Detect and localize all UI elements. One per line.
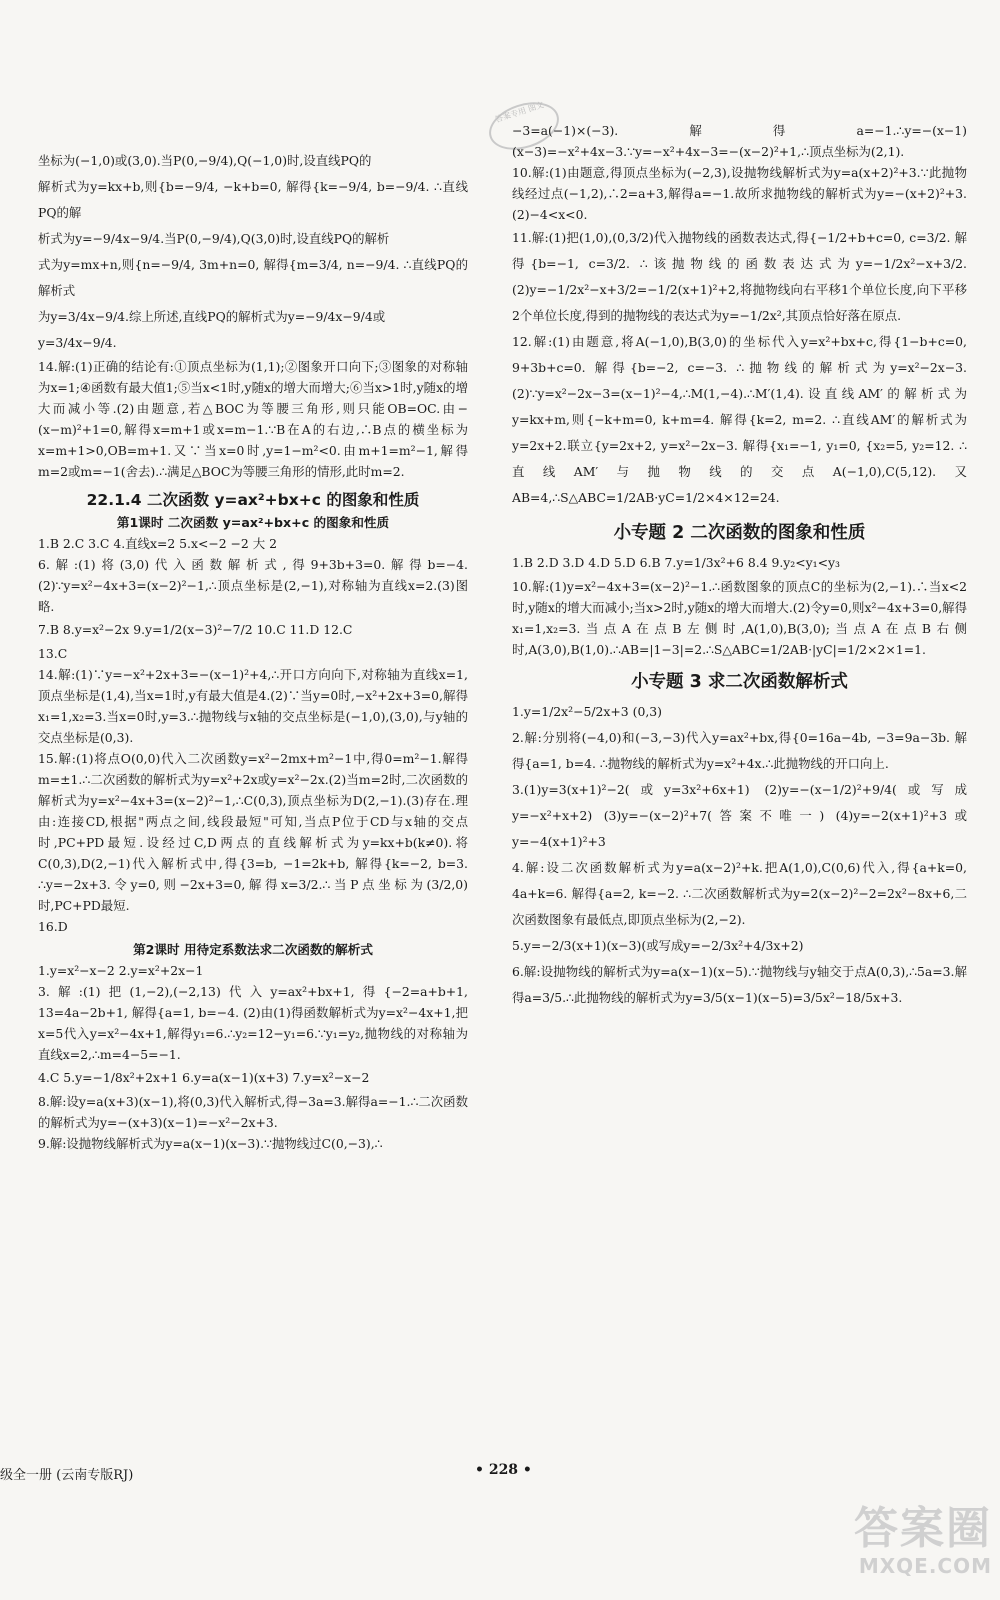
lesson2-title: 第2课时 用待定系数法求二次函数的解析式 [133, 942, 373, 957]
left2-text-3: 13.C [38, 646, 68, 661]
stamp-text: 答案专用 图文 [494, 100, 545, 125]
watermark-logo [802, 1504, 992, 1594]
left2-text-2: 7.B 8.y=x²−2x 9.y=1/2(x−3)²−7/2 10.C 11.D 12.C [38, 622, 353, 637]
watermark-bottom: MXQE.COM [858, 1554, 992, 1578]
left-text-0: 坐标为(−1,0)或(3,0).当P(0,−9/4),Q(−1,0)时,设直线PQ的 [38, 153, 372, 168]
left-text-6: 14.解:(1)正确的结论有:①顶点坐标为(1,1);②图象开口向下;③图象的对称轴为x=1;④函数有最大值1;⑤当x<1时,y随x的增大而增大;⑥当x>1时,y随x的增大而减小等.(2)由题意,若△BOC为等腰三角形,则只能OB=OC.由−(x−m)²+1=0,解得x=m+1或x=m−1.∵B在A的右边,∴B点的横坐标为x=m+1>0,OB=m+1.又∵当x=0时,y=1−m²<0.由m+1=m²−1,解得m=2或m=−1(舍去).∴满足△BOC为等腰三角形的情形,此时m=2. [38, 359, 468, 479]
left-text-5: y=3/4x−9/4. [38, 335, 117, 350]
right3-text-4: 5.y=−2/3(x+1)(x−3)(或写成y=−2/3x²+4/3x+2) [512, 938, 804, 953]
left2-text-1: 6.解:(1)将(3,0)代入函数解析式,得9+3b+3=0.解得b=−4.(2)∵y=x²−4x+3=(x−2)²−1,∴顶点坐标是(2,−1),对称轴为直线x=2.(3)图略. [38, 557, 468, 614]
footer-book-label: 级全一册 (云南专版RJ) [0, 1468, 134, 1483]
left2-text-0: 1.B 2.C 3.C 4.直线x=2 5.x<−2 −2 大 2 [38, 536, 277, 551]
right-text-2: 11.解:(1)把(1,0),(0,3/2)代入抛物线的函数表达式,得{−1/2+b+c=0, c=3/2. 解得{b=−1, c=3/2. ∴该抛物线的函数表达式为y=−1/2x²−x+3/2.(2)y=−1/2x²−x+3/2=−1/2(x+1)²+2,将抛物线向右平移1个单位长度,向下平移2个单位长度,得到的抛物线的表达式为y=−1/2x²,其顶点恰好落在原点. [512, 230, 967, 323]
section-title: 22.1.4 二次函数 y=ax²+bx+c 的图象和性质 [86, 491, 420, 509]
right-column [512, 120, 967, 1011]
left2-text-6: 16.D [38, 919, 68, 934]
left2-text-5: 15.解:(1)将点O(0,0)代入二次函数y=x²−2mx+m²−1中,得0=m²−1.解得m=±1.∴二次函数的解析式为y=x²+2x或y=x²−2x.(2)当m=2时,二次函数的解析式为y=x²−4x+3=(x−2)²−1,∴C(0,3),顶点坐标为D(2,−1).(3)存在.理由:连接CD,根据"两点之间,线段最短"可知,当点P位于CD与x轴的交点时,PC+PD最短.设经过C,D两点的直线解析式为y=kx+b(k≠0).将C(0,3),D(2,−1)代入解析式中,得{3=b, −1=2k+b, 解得{k=−2, b=3. ∴y=−2x+3.令y=0,则−2x+3=0,解得x=3/2.∴当P点坐标为(3/2,0)时,PC+PD最短. [38, 751, 468, 913]
left3-text-1: 3.解:(1)把(1,−2),(−2,13)代入y=ax²+bx+1,得{−2=a+b+1, 13=4a−2b+1, 解得{a=1, b=−4. (2)由(1)得函数解析式为y=x²−4x+1,把x=5代入y=x²−4x+1,解得y₁=6.∴y₂=12−y₁=6.∵y₁=y₂,抛物线的对称轴为直线x=2,∴m=4−5=−1. [38, 984, 468, 1062]
right-text-3: 12.解:(1)由题意,将A(−1,0),B(3,0)的坐标代入y=x²+bx+c,得{1−b+c=0, 9+3b+c=0. 解得{b=−2, c=−3. ∴抛物线的解析式为y=x²−2x−3.(2)∵y=x²−2x−3=(x−1)²−4,∴M(1,−4).∴M′(1,4).设直线AM′的解析式为y=kx+m,则{−k+m=0, k+m=4. 解得{k=2, m=2. ∴直线AM′的解析式为y=2x+2.联立{y=2x+2, y=x²−2x−3. 解得{x₁=−1, y₁=0, {x₂=5, y₂=12. ∴直线AM′与抛物线的交点A(−1,0),C(5,12).又AB=4,∴S△ABC=1/2AB·yC=1/2×4×12=24. [512, 334, 967, 505]
right3-text-2: 3.(1)y=3(x+1)²−2(或y=3x²+6x+1) (2)y=−(x−1/2)²+9/4(或写成y=−x²+x+2) (3)y=−(x−2)²+7(答案不唯一) (4)y=−2(x+1)²+3或y=−4(x+1)²+3 [512, 782, 967, 849]
topic3-title: 小专题 3 求二次函数解析式 [631, 672, 848, 692]
left3-text-4: 9.解:设抛物线解析式为y=a(x−1)(x−3).∵抛物线过C(0,−3),∴ [38, 1136, 383, 1151]
right2-text-1: 10.解:(1)y=x²−4x+3=(x−2)²−1.∴函数图象的顶点C的坐标为(2,−1).∴当x<2时,y随x的增大而减小;当x>2时,y随x的增大而增大.(2)令y=0,则x²−4x+3=0,解得x₁=1,x₂=3.当点A在点B左侧时,A(1,0),B(3,0);当点A在点B右侧时,A(3,0),B(1,0).∴AB=|1−3|=2.∴S△ABC=1/2AB·|yC|=1/2×2×1=1. [512, 579, 967, 657]
watermark-top: 答案圈 [854, 1503, 992, 1554]
right3-text-5: 6.解:设抛物线的解析式为y=a(x−1)(x−5).∵抛物线与y轴交于点A(0,3),∴5a=3.解得a=3/5.∴此抛物线的解析式为y=3/5(x−1)(x−5)=3/5x²−18/5x+3. [512, 964, 967, 1005]
left3-text-0: 1.y=x²−x−2 2.y=x²+2x−1 [38, 963, 204, 978]
right3-text-1: 2.解:分别将(−4,0)和(−3,−3)代入y=ax²+bx,得{0=16a−4b, −3=9a−3b. 解得{a=1, b=4. ∴抛物线的解析式为y=x²+4x.∴此抛物线的开口向上. [512, 730, 967, 771]
left3-text-2: 4.C 5.y=−1/8x²+2x+1 6.y=a(x−1)(x+3) 7.y=x²−x−2 [38, 1070, 370, 1085]
left-text-1: 解析式为y=kx+b,则{b=−9/4, −k+b=0, 解得{k=−9/4, b=−9/4. ∴直线PQ的解 [38, 179, 468, 220]
page-number: • 228 • [475, 1462, 532, 1478]
left2-text-4: 14.解:(1)∵y=−x²+2x+3=−(x−1)²+4,∴开口方向向下,对称轴为直线x=1,顶点坐标是(1,4),当x=1时,y有最大值是4.(2)∵当y=0时,−x²+2x+3=0,解得x₁=1,x₂=3.当x=0时,y=3.∴抛物线与x轴的交点坐标是(−1,0),(3,0),与y轴的交点坐标是(0,3). [38, 667, 468, 745]
right-text-0: −3=a(−1)×(−3).解得a=−1.∴y=−(x−1)(x−3)=−x²+4x−3.∵y=−x²+4x−3=−(x−2)²+1,∴顶点坐标为(2,1). [512, 123, 967, 159]
right3-text-3: 4.解:设二次函数解析式为y=a(x−2)²+k.把A(1,0),C(0,6)代入,得{a+k=0, 4a+k=6. 解得{a=2, k=−2. ∴二次函数解析式为y=2(x−2)²−2=2x²−8x+6,二次函数图象有最低点,即顶点坐标为(2,−2). [512, 860, 967, 927]
topic2-title: 小专题 2 二次函数的图象和性质 [613, 523, 866, 543]
right2-text-0: 1.B 2.D 3.D 4.D 5.D 6.B 7.y=1/3x²+6 8.4 9.y₂<y₁<y₃ [512, 555, 840, 570]
left-column [38, 148, 468, 1154]
lesson1-title: 第1课时 二次函数 y=ax²+bx+c 的图象和性质 [116, 515, 390, 530]
left3-text-3: 8.解:设y=a(x+3)(x−1),将(0,3)代入解析式,得−3a=3.解得a=−1.∴二次函数的解析式为y=−(x+3)(x−1)=−x²−2x+3. [38, 1094, 468, 1130]
right3-text-0: 1.y=1/2x²−5/2x+3 (0,3) [512, 704, 662, 719]
left-text-3: 式为y=mx+n,则{n=−9/4, 3m+n=0, 解得{m=3/4, n=−9/4. ∴直线PQ的解析式 [38, 257, 468, 298]
right-text-1: 10.解:(1)由题意,得顶点坐标为(−2,3),设抛物线解析式为y=a(x+2)²+3.∵此抛物线经过点(−1,2),∴2=a+3,解得a=−1.故所求抛物线的解析式为y=−(x+2)²+3.(2)−4<x<0. [512, 165, 967, 222]
left-text-4: 为y=3/4x−9/4.综上所述,直线PQ的解析式为y=−9/4x−9/4或 [38, 309, 386, 324]
left-text-2: 析式为y=−9/4x−9/4.当P(0,−9/4),Q(3,0)时,设直线PQ的解析 [38, 231, 390, 246]
